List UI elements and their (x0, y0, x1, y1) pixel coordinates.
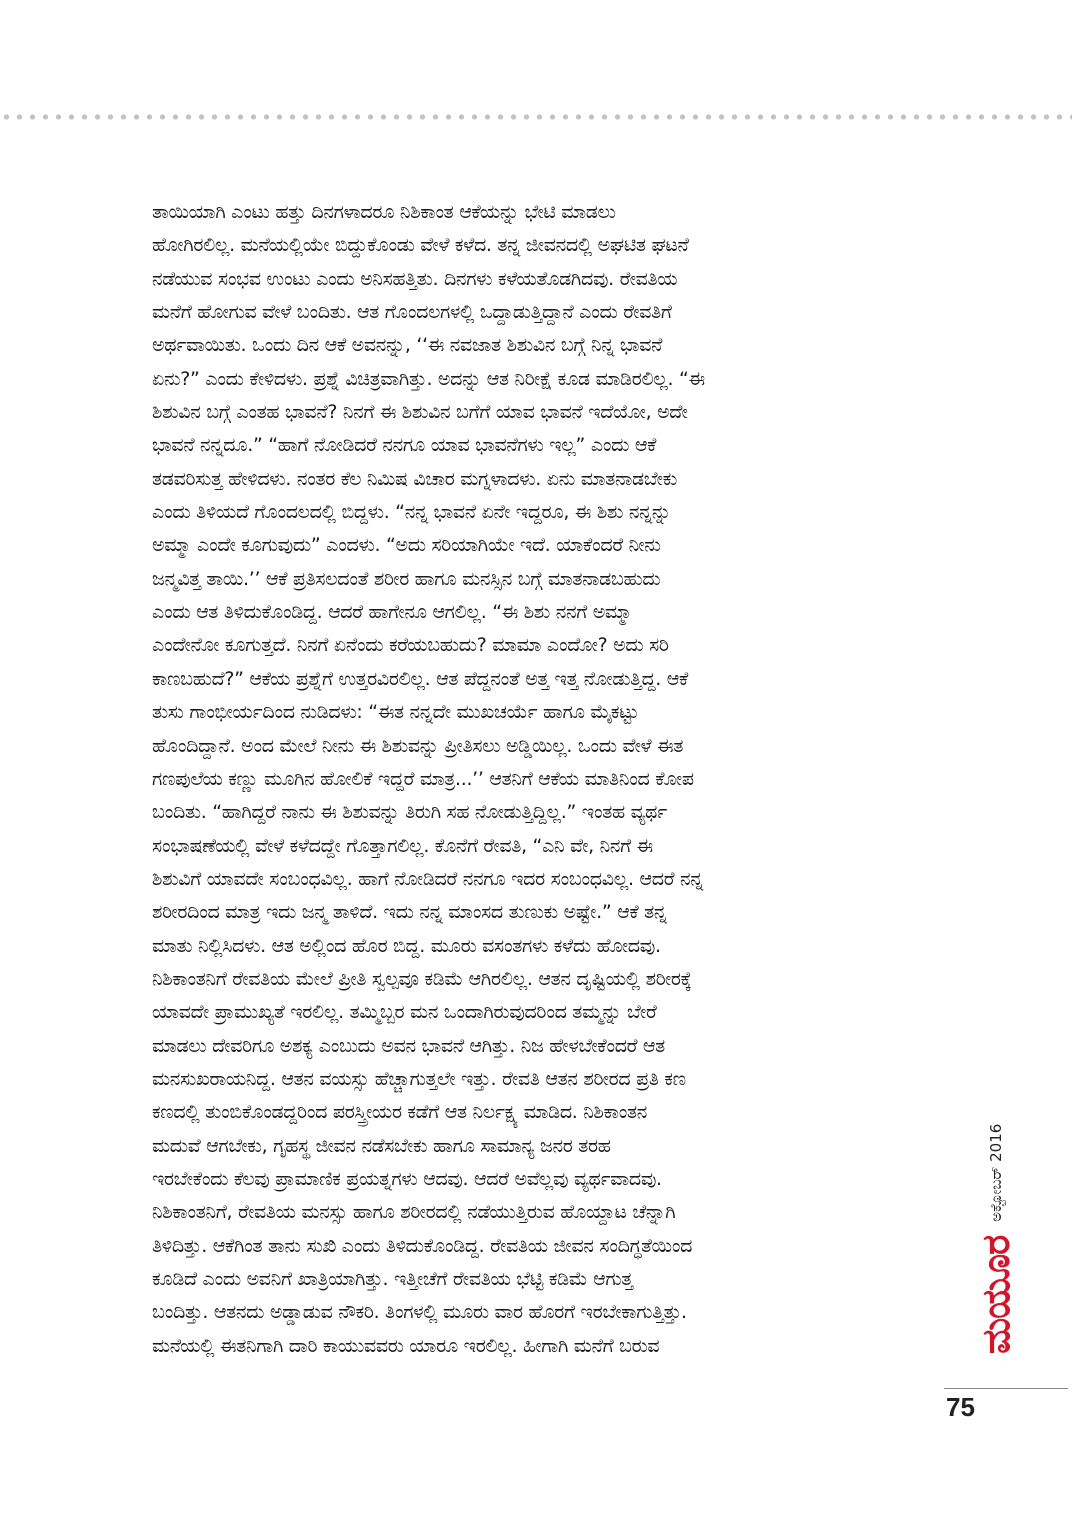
article-line: ಬಂದಿತ್ತು. ಆತನದು ಅಡ್ಡಾಡುವ ನೌಕರಿ. ತಿಂಗಳಲ್ಲಿ ಮೂರು ವಾರ ಹೊರಗೆ ಇರಬೇಕಾಗುತ್ತಿತ್ತು. (152, 1301, 687, 1324)
article-line: ಸಂಭಾಷಣೆಯಲ್ಲಿ ವೇಳೆ ಕಳೆದದ್ದೇ ಗೊತ್ತಾಗಲಿಲ್ಲ. ಕೊನೆಗೆ ರೇವತಿ, “ಎನಿ ವೇ, ನಿನಗೆ ಈ (152, 834, 653, 857)
article-line: ಭಾವನೆ ನನ್ನದೂ.” “ಹಾಗೆ ನೋಡಿದರೆ ನನಗೂ ಯಾವ ಭಾವನೆಗಳು ಇಲ್ಲ” ಎಂದು ಆಕೆ (152, 434, 657, 457)
article-line: ಮಾತು ನಿಲ್ಲಿಸಿದಳು. ಆತ ಅಲ್ಲಿಂದ ಹೊರ ಬಿದ್ದ. ಮೂರು ವಸಂತಗಳು ಕಳೆದು ಹೋದವು. (152, 934, 661, 957)
article-line: ತಾಯಿಯಾಗಿ ಎಂಟು ಹತ್ತು ದಿನಗಳಾದರೂ ನಿಶಿಕಾಂತ ಆಕೆಯನ್ನು ಭೇಟಿ ಮಾಡಲು (152, 201, 616, 223)
article-body (152, 196, 922, 1363)
article-line: ಗಣಪುಲೆಯ ಕಣ್ಣು ಮೂಗಿನ ಹೋಲಿಕೆ ಇದ್ದರೆ ಮಾತ್ರ...’’ ಆತನಿಗೆ ಆಕೆಯ ಮಾತಿನಿಂದ ಕೋಪ (152, 767, 694, 790)
article-line: ತಿಳಿದಿತ್ತು. ಆಕೆಗಿಂತ ತಾನು ಸುಖಿ ಎಂದು ತಿಳಿದುಕೊಂಡಿದ್ದ. ರೇವತಿಯ ಜೀವನ ಸಂದಿಗ್ಧತೆಯಿಂದ (152, 1234, 693, 1257)
page-number-rule (944, 1388, 1068, 1389)
article-line: ಎಂದು ಆತ ತಿಳಿದುಕೊಂಡಿದ್ದ. ಆದರೆ ಹಾಗೇನೂ ಆಗಲಿಲ್ಲ. “ಈ ಶಿಶು ನನಗೆ ಅಮ್ಮಾ (152, 601, 632, 624)
article-line: ಕೂಡಿದೆ ಎಂದು ಅವನಿಗೆ ಖಾತ್ರಿಯಾಗಿತ್ತು. ಇತ್ತೀಚೆಗೆ ರೇವತಿಯ ಭೆಟ್ಟಿ ಕಡಿಮೆ ಆಗುತ್ತ (152, 1268, 633, 1290)
article-line: ತುಸು ಗಾಂಭೀರ್ಯದಿಂದ ನುಡಿದಳು: “ಈತ ನನ್ನದೇ ಮುಖಚರ್ಯೆ ಹಾಗೂ ಮೈಕಟ್ಟು (152, 701, 639, 724)
article-line: ಕಣದಲ್ಲಿ ತುಂಬಿಕೊಂಡದ್ದರಿಂದ ಪರಸ್ತ್ರೀಯರ ಕಡೆಗೆ ಆತ ನಿರ್ಲಕ್ಷ್ಯ ಮಾಡಿದ. ನಿಶಿಕಾಂತನ (152, 1101, 648, 1124)
article-line: ಶಿಶುವಿಗೆ ಯಾವದೇ ಸಂಬಂಧವಿಲ್ಲ. ಹಾಗೆ ನೋಡಿದರೆ ನನಗೂ ಇದರ ಸಂಬಂಧವಿಲ್ಲ. ಆದರೆ ನನ್ನ (152, 867, 704, 890)
article-line: ನಿಶಿಕಾಂತನಿಗೆ, ರೇವತಿಯ ಮನಸ್ಸು ಹಾಗೂ ಶರೀರದಲ್ಲಿ ನಡೆಯುತ್ತಿರುವ ಹೊಯ್ದಾಟ ಚೆನ್ನಾಗಿ (152, 1201, 676, 1224)
article-line: ನಡೆಯುವ ಸಂಭವ ಉಂಟು ಎಂದು ಅನಿಸಹತ್ತಿತು. ದಿನಗಳು ಕಳೆಯತೊಡಗಿದವು. ರೇವತಿಯ (152, 267, 678, 290)
issue-date: ಅಕ್ಟೋಬರ್ 2016 (987, 1123, 1005, 1222)
article-line: ಎಂದೇನೋ ಕೂಗುತ್ತದೆ. ನಿನಗೆ ಏನೆಂದು ಕರೆಯಬಹುದು? ಮಾಮಾ ಎಂದೋ? ಅದು ಸರಿ (152, 634, 669, 657)
article-line: ಮನೆಗೆ ಹೋಗುವ ವೇಳೆ ಬಂದಿತು. ಆತ ಗೊಂದಲಗಳಲ್ಲಿ ಒದ್ದಾಡುತ್ತಿದ್ದಾನೆ ಎಂದು ರೇವತಿಗೆ (152, 301, 672, 324)
article-line: ಎಂದು ತಿಳಿಯದೆ ಗೊಂದಲದಲ್ಲಿ ಬಿದ್ದಳು. “ನನ್ನ ಭಾವನೆ ಏನೇ ಇದ್ದರೂ, ಈ ಶಿಶು ನನ್ನನ್ನು (152, 501, 671, 524)
article-line: ಶರೀರದಿಂದ ಮಾತ್ರ ಇದು ಜನ್ಮ ತಾಳಿದೆ. ಇದು ನನ್ನ ಮಾಂಸದ ತುಣುಕು ಅಷ್ಟೇ.” ಆಕೆ ತನ್ನ (152, 901, 667, 924)
article-line: ಅಮ್ಮಾ ಎಂದೇ ಕೂಗುವುದು” ಎಂದಳು. “ಅದು ಸರಿಯಾಗಿಯೇ ಇದೆ. ಯಾಕೆಂದರೆ ನೀನು (152, 534, 661, 557)
article-line: ಯಾವದೇ ಪ್ರಾಮುಖ್ಯತೆ ಇರಲಿಲ್ಲ. ತಮ್ಮಿಬ್ಬರ ಮನ ಒಂದಾಗಿರುವುದರಿಂದ ತಮ್ಮನ್ನು ಬೇರೆ (152, 1001, 657, 1024)
magazine-masthead-strip (936, 1084, 1018, 1384)
article-line: ನಿಶಿಕಾಂತನಿಗೆ ರೇವತಿಯ ಮೇಲೆ ಪ್ರೀತಿ ಸ್ವಲ್ಪವೂ ಕಡಿಮೆ ಆಗಿರಲಿಲ್ಲ. ಆತನ ದೃಷ್ಟಿಯಲ್ಲಿ ಶರೀರಕ್ಕೆ (152, 967, 692, 990)
article-line: ಹೊಂದಿದ್ದಾನೆ. ಅಂದ ಮೇಲೆ ನೀನು ಈ ಶಿಶುವನ್ನು ಪ್ರೀತಿಸಲು ಅಡ್ಡಿಯಿಲ್ಲ. ಒಂದು ವೇಳೆ ಈತ (152, 734, 684, 757)
article-line: ಅರ್ಥವಾಯಿತು. ಒಂದು ದಿನ ಆಕೆ ಅವನನ್ನು, ‘‘ಈ ನವಜಾತ ಶಿಶುವಿನ ಬಗ್ಗೆ ನಿನ್ನ ಭಾವನೆ (152, 334, 663, 357)
article-line: ಮನೆಯಲ್ಲಿ ಈತನಿಗಾಗಿ ದಾರಿ ಕಾಯುವವರು ಯಾರೂ ಇರಲಿಲ್ಲ. ಹೀಗಾಗಿ ಮನೆಗೆ ಬರುವ (152, 1334, 660, 1357)
article-line: ಕಾಣಬಹುದೆ?” ಆಕೆಯ ಪ್ರಶ್ನೆಗೆ ಉತ್ತರವಿರಲಿಲ್ಲ. ಆತ ಪೆದ್ದನಂತೆ ಅತ್ತ ಇತ್ತ ನೋಡುತ್ತಿದ್ದ. ಆಕೆ (152, 667, 688, 690)
article-line: ತಡವರಿಸುತ್ತ ಹೇಳಿದಳು. ನಂತರ ಕೆಲ ನಿಮಿಷ ವಿಚಾರ ಮಗ್ನಳಾದಳು. ಏನು ಮಾತನಾಡಬೇಕು (152, 467, 678, 490)
article-line: ಶಿಶುವಿನ ಬಗ್ಗೆ ಎಂತಹ ಭಾವನೆ? ನಿನಗೆ ಈ ಶಿಶುವಿನ ಬಗೆಗೆ ಯಾವ ಭಾವನೆ ಇದೆಯೋ, ಅದೇ (152, 401, 688, 424)
article-line: ಜನ್ಮವಿತ್ತ ತಾಯಿ.’’ ಆಕೆ ಪ್ರತಿಸಲದಂತೆ ಶರೀರ ಹಾಗೂ ಮನಸ್ಸಿನ ಬಗ್ಗೆ ಮಾತನಾಡಬಹುದು (152, 567, 661, 590)
article-line: ಮದುವೆ ಆಗಬೇಕು, ಗೃಹಸ್ಥ ಜೀವನ ನಡೆಸಬೇಕು ಹಾಗೂ ಸಾಮಾನ್ಯ ಜನರ ತರಹ (152, 1134, 611, 1157)
magazine-name: ಮಯೂರ (973, 1235, 1018, 1354)
dotted-rule (0, 112, 1072, 122)
article-line: ಮನಸುಖರಾಯನಿದ್ದ. ಆತನ ವಯಸ್ಸು ಹೆಚ್ಚಾಗುತ್ತಲೇ ಇತ್ತು. ರೇವತಿ ಆತನ ಶರೀರದ ಪ್ರತಿ ಕಣ (152, 1067, 686, 1090)
article-line: ಮಾಡಲು ದೇವರಿಗೂ ಅಶಕ್ಯ ಎಂಬುದು ಅವನ ಭಾವನೆ ಆಗಿತ್ತು. ನಿಜ ಹೇಳಬೇಕೆಂದರೆ ಆತ (152, 1034, 665, 1057)
article-line: ಏನು?” ಎಂದು ಕೇಳಿದಳು. ಪ್ರಶ್ನೆ ವಿಚಿತ್ರವಾಗಿತ್ತು. ಅದನ್ನು ಆತ ನಿರೀಕ್ಷೆ ಕೂಡ ಮಾಡಿರಲಿಲ್ಲ. “ಈ (152, 367, 705, 390)
article-line: ಇರಬೇಕೆಂದು ಕೆಲವು ಪ್ರಾಮಾಣಿಕ ಪ್ರಯತ್ನಗಳು ಆದವು. ಆದರೆ ಅವೆಲ್ಲವು ವ್ಯರ್ಥವಾದವು. (152, 1167, 662, 1190)
article-line: ಬಂದಿತು. “ಹಾಗಿದ್ದರೆ ನಾನು ಈ ಶಿಶುವನ್ನು ತಿರುಗಿ ಸಹ ನೋಡುತ್ತಿದ್ದಿಲ್ಲ.” ಇಂತಹ ವ್ಯರ್ಥ (152, 801, 667, 824)
article-line: ಹೋಗಿರಲಿಲ್ಲ. ಮನೆಯಲ್ಲಿಯೇ ಬಿದ್ದುಕೊಂಡು ವೇಳೆ ಕಳೆದ. ತನ್ನ ಜೀವನದಲ್ಲಿ ಅಘಟಿತ ಘಟನೆ (152, 234, 689, 257)
page-number: 75 (946, 1392, 975, 1422)
